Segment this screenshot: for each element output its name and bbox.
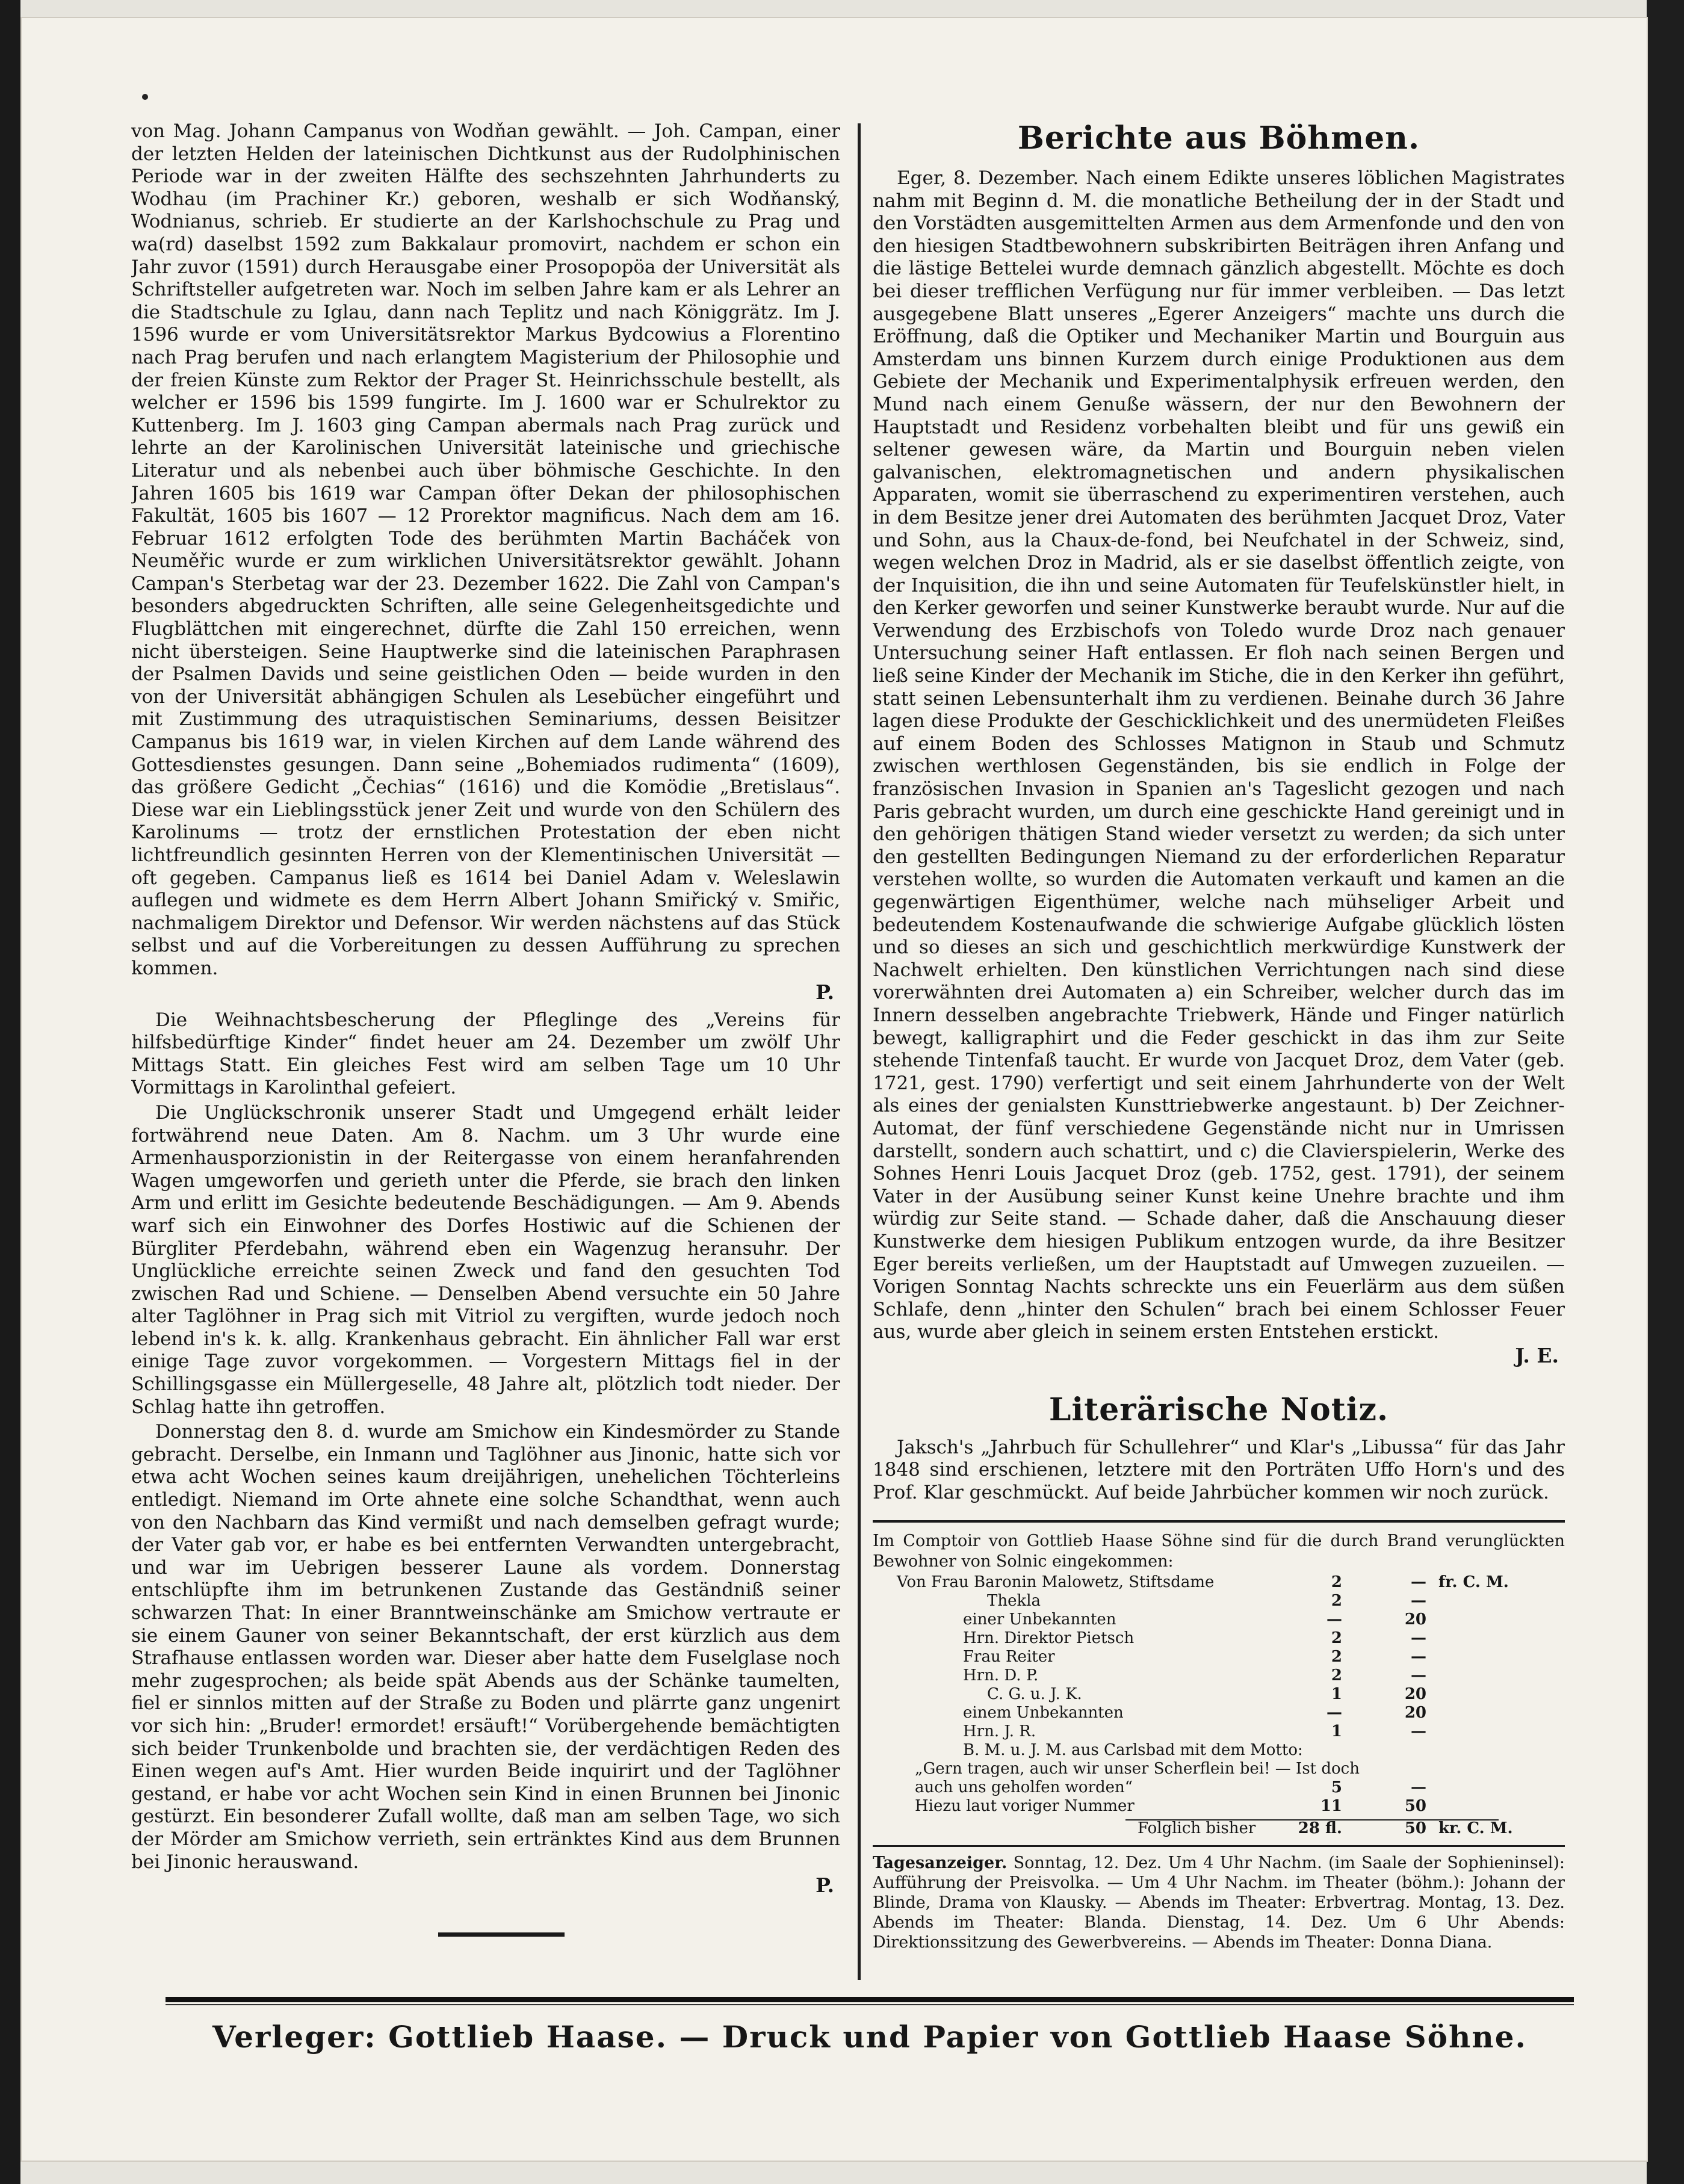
donor-name: Hrn. J. R. (963, 1722, 1036, 1740)
amount-fl: 11 (1320, 1796, 1342, 1815)
amount-kr: — (1411, 1722, 1426, 1740)
amount-kr: — (1411, 1591, 1426, 1610)
section-heading-bohemia: Berichte aus Böhmen. (1017, 120, 1420, 156)
donor-motto: „Gern tragen, auch wir unser Scherflein bei! — Ist doch (915, 1759, 1360, 1778)
amount-kr: — (1411, 1629, 1426, 1647)
donation-total-row (873, 1819, 1565, 1838)
amount-kr: 20 (1404, 1703, 1426, 1722)
events-label: Tagesanzeiger. (873, 1853, 1008, 1872)
amount-kr: 20 (1404, 1684, 1426, 1703)
amount-fl: 1 (1331, 1722, 1342, 1740)
column-divider (858, 123, 861, 1980)
donor-name: Hrn. D. P. (963, 1666, 1039, 1684)
amount-kr: 50 (1404, 1796, 1426, 1815)
donor-name: Thekla (987, 1591, 1041, 1610)
donor-name: C. G. u. J. K. (987, 1684, 1082, 1703)
amount-fl: 2 (1331, 1647, 1342, 1666)
amount-fl: — (1326, 1703, 1342, 1722)
literary-notice: Jaksch's „Jahrbuch für Schullehrer“ und Klar's „Libussa“ für das Jahr 1848 sind erschienen, letztere mit den Porträten Uffo Horn's und des Prof. Klar geschmückt. Auf beide Jahrbücher kommen wir noch zurück. (873, 1436, 1565, 1504)
total-kr: 50 (1404, 1819, 1426, 1837)
events-listing (873, 1853, 1565, 1952)
amount-kr: — (1411, 1647, 1426, 1666)
eger-signature: J. E. (1515, 1343, 1559, 1367)
amount-kr: — (1411, 1573, 1426, 1591)
donor-motto: auch uns geholfen worden“ (915, 1778, 1133, 1796)
footer-rule (166, 1997, 1574, 2002)
amount-fl: 1 (1331, 1684, 1342, 1703)
author-signature: P. (816, 1873, 834, 1898)
donor-name: B. M. u. J. M. aus Carlsbad mit dem Motto: (963, 1740, 1303, 1759)
christmas-notice: Die Weihnachtsbescherung der Pfleglinge des „Vereins für hilfsbedürftige Kinder“ findet heuer am 24. Dezember um zwölf Uhr Mittags Statt. Ein gleiches Fest wird am selben Tage um 10 Uhr Vormittags in Karolinthal gefeiert. (131, 1009, 840, 1099)
total-label: Folglich bisher (1138, 1819, 1256, 1837)
donor-name: Frau Reiter (963, 1647, 1055, 1666)
murder-report: Donnerstag den 8. d. wurde am Smichow ein Kindesmörder zu Stande gebracht. Derselbe, ein Inmann und Taglöhner aus Jinonic, hatte sich vor etwa acht Wochen seines kaum dreijährigen, unehelichen Töchterleins entledigt. Niemand im Orte ahnete eine solche Schandthat, wenn auch von den Nachbarn das Kind vermißt und nach demselben gefragt wurde; der Vater gab vor, er habe es bei entfernten Verwandten untergebracht, und war im Uebrigen besserer Laune als vordem. Donnerstag entschlüpfte ihm im betrunkenen Zustande das Geständniß seiner schwarzen That: In einer Branntweinschänke am Smichow vertraute er sie einem Gauner von seiner Bekanntschaft, der erst kürzlich aus dem Strafhause entlassen worden war. Dieser aber hatte dem Fuselglase noch mehr zugesprochen; als beide spät Abends aus der Schänke taumelten, fiel er sinnlos mitten auf der Straße zu Boden und plärrte ganz ungenirt vor sich hin: „Bruder! ermordet! ersäuft!“ Vorübergehende bemächtigten sich beider Trunkenbolde und brachten sie, der verdächtigen Reden des Einen wegen auf's Amt. Hier wurden Beide inquirirt und der Taglöhner gestand, er habe vor acht Wochen sein Kind in einen Brunnen bei Jinonic gestürzt. Ein besonderer Zufall wollte, daß man am selben Tage, wo sich der Mörder am Smichow verrieth, sein ertränktes Kind aus dem Brunnen bei Jinonic herauswand. (131, 1421, 840, 1873)
total-fl: 28 fl. (1298, 1819, 1342, 1837)
left-column (131, 120, 840, 1938)
donation-row (873, 1722, 1565, 1741)
amount-fl: — (1326, 1610, 1342, 1629)
donation-row (873, 1592, 1565, 1610)
campanus-article: von Mag. Johann Campanus von Wodňan gewählt. — Joh. Campan, einer der letzten Helden der lateinischen Dichtkunst aus der Rudolphinischen Periode war in der zweiten Hälfte des sechszehnten Jahrhunderts zu Wodhau (im Prachiner Kr.) geboren, weshalb er sich Wodňanský, Wodnianus, schrieb. Er studierte an der Karlshochschule zu Prag und wa(rd) daselbst 1592 zum Bakkalaur promovirt, nachdem er schon ein Jahr zuvor (1591) durch Herausgabe einer Prosopopöa der Universität als Schriftsteller aufgetreten war. Noch im selben Jahre kam er als Lehrer an die Stadtschule zu Iglau, dann nach Teplitz und nach Königgrätz. Im J. 1596 wurde er vom Universitätsrektor Markus Bydcowius a Florentino nach Prag berufen und nach erlangtem Magisterium der Philosophie und der freien Künste zum Rektor der Prager St. Heinrichsschule bestellt, als welcher er 1596 bis 1599 fungirte. Im J. 1600 war er Schulrektor zu Kuttenberg. Im J. 1603 ging Campan abermals nach Prag zurück und lehrte an der Karolinischen Universität lateinische und griechische Literatur und als nebenbei auch über böhmische Geschichte. In den Jahren 1605 bis 1619 war Campan öfter Dekan der philosophischen Fakultät, 1605 bis 1607 — 12 Prorektor magnificus. Nach dem am 16. Februar 1612 erfolgten Tode des berühmten Martin Bacháček von Neuměřic wurde er zum wirklichen Universitätsrektor gewählt. Johann Campan's Sterbetag war der 23. Dezember 1622. Die Zahl von Campan's besonders abgedruckten Schriften, alle seine Gelegenheitsgedichte und Flugblättchen mit eingerechnet, dürfte die Zahl 150 erreichen, wenn nicht übersteigen. Seine Hauptwerke sind die lateinischen Paraphrasen der Psalmen Davids und seine geistlichen Oden — beide wurden in den von der Universität abhängigen Schulen als Lesebücher eingeführt und mit Zustimmung des utraquistischen Seminariums, dessen Beisitzer Campanus bis 1619 war, in vielen Kirchen auf dem Lande während des Gottesdienstes gesungen. Dann seine „Bohemiados rudimenta“ (1609), das größere Gedicht „Čechias“ (1616) und die Komödie „Bretislaus“. Diese war ein Lieblingsstück jener Zeit und wurde von den Schülern des Karolinums — trotz der ernstlichen Protestation der eben nicht lichtfreundlich gesinnten Herren von der Klementinischen Universität — oft gegeben. Campanus ließ es 1614 bei Daniel Adam v. Weleslawin auflegen und widmete es dem Herrn Albert Johann Smiřický v. Smiřic, nachmaligem Direktor und Defensor. Wir werden nächstens auf das Stück selbst und auf die Vorbereitungen zu dessen Aufführung zu sprechen kommen. (131, 120, 840, 979)
donation-row (873, 1741, 1565, 1760)
donor-name: Hiezu laut voriger Nummer (915, 1796, 1135, 1815)
donor-name: Hrn. Direktor Pietsch (963, 1629, 1135, 1647)
amount-kr: — (1411, 1778, 1426, 1796)
events-text: Sonntag, 12. Dez. Um 4 Uhr Nachm. (im Saale der Sophieninsel): Aufführung der Preisvolka. — Um 4 Uhr Nachm. im Theater (böhm.): Johann der Blinde, Drama von Klausky. — Abends im Theater: Erbvertrag. Montag, 13. Dez. Abends im Theater: Blanda. Dienstag, 14. Dez. Um 6 Uhr Abends: Direktionssitzung des Gewerbvereins. — Abends im Theater: Donna Diana. (873, 1853, 1565, 1952)
donation-row (873, 1760, 1565, 1778)
left-binding-edge (0, 0, 20, 2184)
author-signature: P. (816, 980, 834, 1004)
publisher-imprint: Verleger: Gottlieb Haase. — Druck und Papier von Gottlieb Haase Söhne. (212, 2019, 1527, 2055)
donor-name: Von Frau Baronin Malowetz, Stiftsdame (897, 1573, 1215, 1591)
donation-row (873, 1610, 1565, 1629)
donations-list (873, 1520, 1565, 1838)
amount-kr: 20 (1404, 1610, 1426, 1629)
donation-row (873, 1573, 1565, 1592)
donation-row (873, 1778, 1565, 1797)
right-column (873, 120, 1565, 1962)
footer-rule-thin (166, 2004, 1574, 2005)
donation-row (873, 1629, 1565, 1648)
right-binding-edge (1647, 0, 1684, 2184)
donation-row (873, 1704, 1565, 1722)
events-separator (873, 1845, 1565, 1847)
donor-name: einem Unbekannten (963, 1703, 1124, 1722)
amount-kr: — (1411, 1666, 1426, 1684)
section-heading-literary: Literärische Notiz. (1048, 1391, 1389, 1428)
donation-row (873, 1685, 1565, 1704)
eger-report: Eger, 8. Dezember. Nach einem Edikte unseres löblichen Magistrates nahm mit Beginn d. M. die monatliche Betheilung der in der Stadt und den Vorstädten ausgemittelten Armen aus dem Armenfonde und den von den hiesigen Stadtbewohnern subskribirten Beiträgen ihren Anfang und die lästige Bettelei wurde demnach gänzlich abgestellt. Möchte es doch bei dieser trefflichen Verfügung nur für immer verbleiben. — Das letzt ausgegebene Blatt unseres „Egerer Anzeigers“ machte uns durch die Eröffnung, daß die Optiker und Mechaniker Martin und Bourguin aus Amsterdam uns binnen Kurzem durch einige Produktionen aus dem Gebiete der Mechanik und Experimentalphysik erfreuen werden, den Mund nach einem Genuße wässern, der nur den Bewohnern der Hauptstadt und Residenz vorbehalten bleibt und für uns gewiß ein seltener gewesen wäre, da Martin und Bourguin neben vielen galvanischen, elektromagnetischen und andern physikalischen Apparaten, womit sie überraschend zu experimentiren verstehen, auch in dem Besitze jener drei Automaten des berühmten Jacquet Droz, Vater und Sohn, aus la Chaux-de-fond, bei Neufchatel in der Schweiz, sind, wegen welchen Droz in Madrid, als er sie daselbst öffentlich zeigte, von der Inquisition, die ihn und seine Automaten für Teufelskünstler hielt, in den Kerker geworfen und seiner Kunstwerke beraubt wurde. Nur auf die Verwendung des Erzbischofs von Toledo wurde Droz nach genauer Untersuchung seiner Haft entlassen. Er floh nach seinen Bergen und ließ seine Kinder der Mechanik im Stiche, die in den Kerker ihn geführt, statt seinen Lebensunterhalt ihm zu verdienen. Beinahe durch 36 Jahre lagen diese Produkte der Geschicklichkeit und des unermüdeten Fleißes auf einem Boden des Schlosses Matignon in Staub und Schmutz zwischen werthlosen Gegenständen, bis sie endlich in Folge der französischen Invasion in Spanien an's Tageslicht gezogen und nach Paris gebracht wurden, um durch eine geschickte Hand gereinigt und in den gehörigen thätigen Stand wieder versetzt zu werden; da sich unter den gestellten Bedingungen Niemand zu der erforderlichen Reparatur verstehen wollte, so wurden die Automaten verkauft und kamen an die gegenwärtigen Eigenthümer, welche nach mühseliger Arbeit und bedeutendem Kostenaufwande die schwierige Aufgabe glücklich lösten und so dieses an sich und geschichtlich merkwürdige Kunstwerk der Nachwelt erhielten. Den künstlichen Verrichtungen nach sind diese vorerwähnten drei Automaten a) ein Schreiber, welcher durch das im Innern desselben angebrachte Triebwerk, Hände und Finger natürlich bewegt, kalligraphirt und die Feder geschickt in das ihm zur Seite stehende Tintenfaß taucht. Er wurde von Jacquet Droz, dem Vater (geb. 1721, gest. 1790) verfertigt und seit einem Jahrhunderte von der Welt als eines der genialsten Kunsttriebwerke angestaunt. b) Der Zeichner-Automat, der fünf verschiedene Gegenstände nicht nur in Umrissen darstellt, sondern auch schattirt, und c) die Clavierspielerin, Werke des Sohnes Henri Louis Jacquet Droz (geb. 1752, gest. 1791), der seinem Vater in der Ausübung seiner Kunst keine Unehre brachte und ihm würdig zur Seite stand. — Schade daher, daß die Anschauung dieser Kunstwerke dem hiesigen Publikum entzogen wurde, da ihre Besitzer Eger bereits verließen, um der Hauptstadt auf Umwegen zuzueilen. — Vorigen Sonntag Nachts schreckte uns ein Feuerlärm aus dem süßen Schlafe, denn „hinter den Schulen“ brach bei einem Schlosser Feuer aus, wurde aber gleich in seinem ersten Entstehen erstickt. (873, 167, 1565, 1343)
amount-fl: 2 (1331, 1666, 1342, 1684)
donor-name: einer Unbekannten (963, 1610, 1116, 1629)
accident-chronicle: Die Unglückschronik unserer Stadt und Umgegend erhält leider fortwährend neue Daten. Am 8. Nachm. um 3 Uhr wurde eine Armenhausporzionistin in der Reitergasse von einem heranfahrenden Wagen umgeworfen und gerieth unter die Pferde, sie brach den linken Arm und erlitt im Gesichte bedeutende Beschädigungen. — Am 9. Abends warf sich ein Einwohner des Dorfes Hostiwic auf die Schienen der Bürgliter Pferdebahn, während eben ein Wagenzug heransuhr. Der Unglückliche erreichte seinen Zweck und fand den gesuchten Tod zwischen Rad und Schiene. — Denselben Abend versuchte ein 50 Jahre alter Taglöhner in Prag sich mit Vitriol zu vergiften, wurde jedoch noch lebend in's k. k. allg. Krankenhaus gebracht. Ein ähnlicher Fall war erst einige Tage zuvor vorgekommen. — Vorgestern Mittags fiel in der Schillingsgasse ein Müllergeselle, 48 Jahre alt, plötzlich todt nieder. Der Schlag hatte ihn getroffen. (131, 1101, 840, 1418)
amount-fl: 2 (1331, 1573, 1342, 1591)
donation-row (873, 1666, 1565, 1685)
amount-fl: 2 (1331, 1591, 1342, 1610)
amount-fl: 5 (1331, 1778, 1342, 1796)
donation-row (873, 1648, 1565, 1666)
section-end-rule (438, 1932, 565, 1937)
ornament-dot (142, 94, 148, 100)
donations-header: Im Comptoir von Gottlieb Haase Söhne sind für die durch Brand verunglückten Bewohner von Solnic eingekommen: (873, 1531, 1565, 1571)
amount-fl: 2 (1331, 1629, 1342, 1647)
currency: fr. C. M. (1438, 1573, 1509, 1591)
total-currency: kr. C. M. (1438, 1819, 1513, 1837)
donation-row (873, 1797, 1565, 1816)
